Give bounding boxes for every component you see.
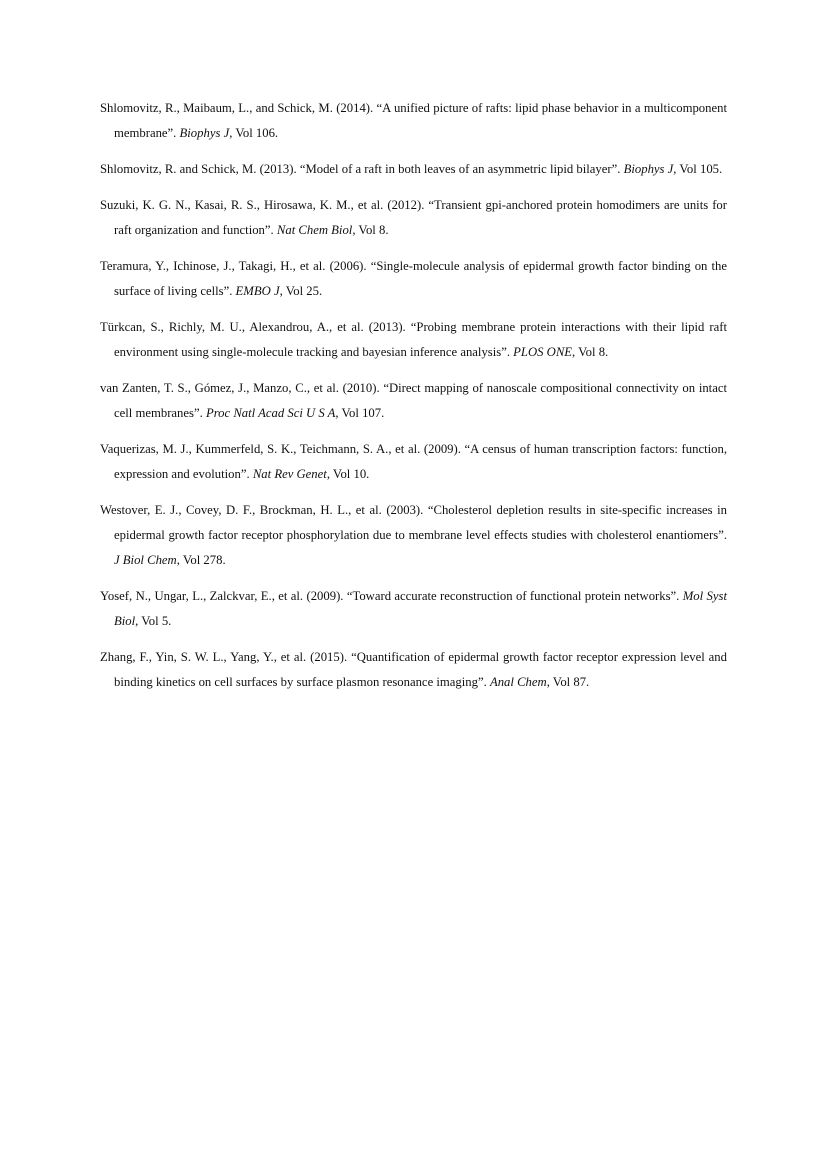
reference-journal: Mol Syst Biol <box>114 589 727 628</box>
reference-entry <box>100 584 727 634</box>
reference-entry <box>100 437 727 487</box>
reference-volume: , Vol 107. <box>335 406 385 420</box>
reference-entry <box>100 376 727 426</box>
reference-journal: J Biol Chem <box>114 553 177 567</box>
reference-volume: , Vol 106. <box>229 126 279 140</box>
reference-title: “Quantification of epidermal growth factor receptor expression level and binding kinetics on cell surfaces by surface plasmon resonance imaging”. <box>114 650 727 689</box>
reference-title: “A census of human transcription factors: function, expression and evolution”. <box>114 442 727 481</box>
reference-journal: Biophys J <box>623 162 674 176</box>
reference-authors: Shlomovitz, R. and Schick, M. (2013). <box>100 162 300 176</box>
reference-journal: Proc Natl Acad Sci U S A <box>205 406 336 420</box>
reference-title: “Probing membrane protein interactions with their lipid raft environment using single-molecule tracking and bayesian inference analysis”. <box>114 320 727 359</box>
reference-journal: Nat Chem Biol <box>276 223 353 237</box>
reference-authors: van Zanten, T. S., Gómez, J., Manzo, C., et al. (2010). <box>100 381 384 395</box>
reference-journal: PLOS ONE <box>513 345 573 359</box>
reference-authors: Suzuki, K. G. N., Kasai, R. S., Hirosawa, K. M., et al. (2012). <box>100 198 429 212</box>
reference-title: “A unified picture of rafts: lipid phase behavior in a multicomponent membrane”. <box>114 101 727 140</box>
reference-entry <box>100 645 727 695</box>
reference-journal: Biophys J <box>179 126 230 140</box>
reference-title: “Transient gpi-anchored protein homodimers are units for raft organization and function”. <box>114 198 728 237</box>
reference-authors: Türkcan, S., Richly, M. U., Alexandrou, A., et al. (2013). <box>100 320 411 334</box>
reference-volume: , Vol 105. <box>673 162 723 176</box>
reference-volume: , Vol 5. <box>135 614 172 628</box>
reference-journal: Nat Rev Genet <box>252 467 327 481</box>
reference-volume: , Vol 8. <box>572 345 609 359</box>
reference-list <box>100 96 727 706</box>
reference-journal: Anal Chem <box>489 675 547 689</box>
reference-authors: Yosef, N., Ungar, L., Zalckvar, E., et al. (2009). <box>100 589 347 603</box>
reference-authors: Zhang, F., Yin, S. W. L., Yang, Y., et al. (2015). <box>100 650 352 664</box>
reference-authors: Teramura, Y., Ichinose, J., Takagi, H., et al. (2006). <box>100 259 371 273</box>
reference-entry <box>100 193 727 243</box>
reference-volume: , Vol 278. <box>176 553 226 567</box>
reference-entry <box>100 96 727 146</box>
reference-title: “Single-molecule analysis of epidermal growth factor binding on the surface of living cells”. <box>114 259 727 298</box>
reference-volume: , Vol 25. <box>279 284 323 298</box>
reference-title: “Cholesterol depletion results in site-specific increases in epidermal growth factor receptor phosphorylation due to membrane level effects studies with cholesterol enantiomers”. <box>114 503 727 542</box>
reference-authors: Vaquerizas, M. J., Kummerfeld, S. K., Teichmann, S. A., et al. (2009). <box>100 442 465 456</box>
reference-entry <box>100 157 727 182</box>
reference-authors: Westover, E. J., Covey, D. F., Brockman, H. L., et al. (2003). <box>100 503 428 517</box>
reference-volume: , Vol 10. <box>326 467 370 481</box>
reference-entry <box>100 315 727 365</box>
reference-title: “Toward accurate reconstruction of functional protein networks”. <box>346 589 683 603</box>
reference-entry <box>100 254 727 304</box>
reference-entry <box>100 498 727 573</box>
reference-volume: , Vol 87. <box>546 675 590 689</box>
reference-volume: , Vol 8. <box>352 223 389 237</box>
reference-journal: EMBO J <box>235 284 280 298</box>
reference-title: “Direct mapping of nanoscale compositional connectivity on intact cell membranes”. <box>114 381 727 420</box>
reference-title: “Model of a raft in both leaves of an asymmetric lipid bilayer”. <box>299 162 624 176</box>
reference-authors: Shlomovitz, R., Maibaum, L., and Schick, M. (2014). <box>100 101 377 115</box>
